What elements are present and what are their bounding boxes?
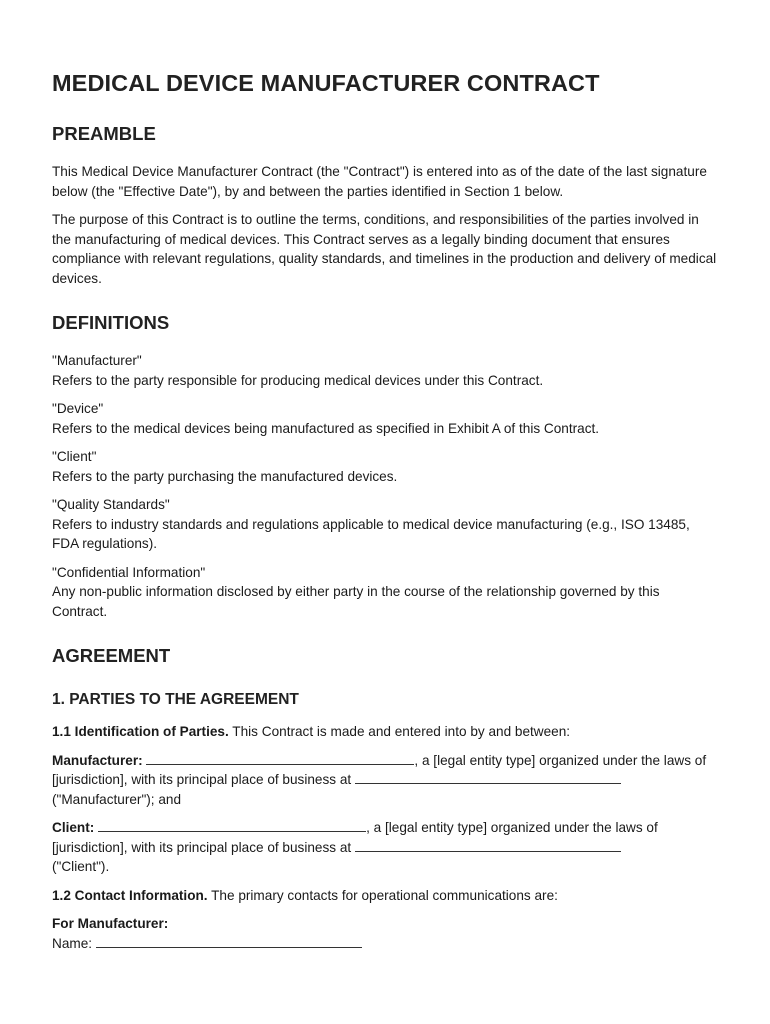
definitions-section bbox=[52, 312, 718, 621]
manufacturer-contact-name-blank[interactable] bbox=[96, 935, 362, 948]
document-title: MEDICAL DEVICE MANUFACTURER CONTRACT bbox=[52, 70, 600, 96]
definition-text: Any non-public information disclosed by either party in the course of the relationship governed by this Contract. bbox=[52, 584, 660, 619]
definition-text: Refers to the medical devices being manufactured as specified in Exhibit A of this Contract. bbox=[52, 420, 600, 436]
for-manufacturer-label: For Manufacturer: bbox=[52, 916, 169, 931]
clause-1-2-text: The primary contacts for operational communications are: bbox=[207, 887, 558, 903]
definition-term: "Device" bbox=[52, 401, 104, 416]
name-label: Name: bbox=[52, 935, 93, 951]
manufacturer-contact bbox=[52, 914, 718, 953]
manufacturer-party bbox=[52, 751, 718, 810]
definitions-heading: DEFINITIONS bbox=[52, 312, 170, 333]
agreement-section bbox=[52, 645, 718, 953]
client-address-blank[interactable] bbox=[355, 839, 621, 852]
definition-term: "Manufacturer" bbox=[52, 353, 142, 368]
manufacturer-address-blank[interactable] bbox=[355, 771, 621, 784]
definition-text: Refers to the party responsible for producing medical devices under this Contract. bbox=[52, 372, 544, 388]
manufacturer-label: Manufacturer: bbox=[52, 752, 143, 768]
definition-item bbox=[52, 495, 718, 554]
clause-1-2 bbox=[52, 886, 718, 906]
definition-term: "Quality Standards" bbox=[52, 497, 170, 512]
definition-item bbox=[52, 351, 718, 390]
manufacturer-text-1: , a [legal entity type] organized under the laws of [jurisdiction], with its principal place of business at bbox=[52, 752, 707, 787]
definition-item bbox=[52, 447, 718, 486]
definition-text: Refers to industry standards and regulations applicable to medical device manufacturing (e.g., ISO 13485, FDA regulations). bbox=[52, 516, 690, 551]
definition-text: Refers to the party purchasing the manufactured devices. bbox=[52, 468, 398, 484]
clause-1-2-label: 1.2 Contact Information. bbox=[52, 887, 208, 903]
client-text-1: , a [legal entity type] organized under the laws of [jurisdiction], with its principal place of business at bbox=[52, 820, 658, 855]
definition-item bbox=[52, 399, 718, 438]
preamble-paragraph-1: This Medical Device Manufacturer Contract (the "Contract") is entered into as of the date of the last signature below (the "Effective Date"), by and between the parties identified in Section 1 below. bbox=[52, 164, 707, 199]
definition-term: "Confidential Information" bbox=[52, 564, 206, 580]
client-text-2: ("Client"). bbox=[52, 859, 110, 874]
client-name-blank[interactable] bbox=[98, 819, 366, 832]
section-1-heading: 1. PARTIES TO THE AGREEMENT bbox=[52, 691, 299, 708]
definition-term: "Client" bbox=[52, 449, 97, 464]
preamble-paragraph-2: The purpose of this Contract is to outline the terms, conditions, and responsibilities of the parties involved in the manufacturing of medical devices. This Contract serves as a legally binding document that ensures compliance with relevant regulations, quality standards, and timelines in the production and delivery of medical devices. bbox=[52, 212, 717, 286]
clause-1-1-label: 1.1 Identification of Parties. bbox=[52, 724, 229, 739]
clause-1-1-text: This Contract is made and entered into by and between: bbox=[228, 724, 571, 739]
client-party bbox=[52, 818, 718, 877]
manufacturer-name-blank[interactable] bbox=[146, 752, 414, 765]
preamble-section bbox=[52, 123, 718, 288]
clause-1-1 bbox=[52, 722, 718, 742]
definition-item bbox=[52, 563, 718, 622]
agreement-heading: AGREEMENT bbox=[52, 645, 171, 666]
client-label: Client: bbox=[52, 820, 95, 835]
manufacturer-text-2: ("Manufacturer"); and bbox=[52, 791, 182, 807]
preamble-heading: PREAMBLE bbox=[52, 123, 156, 144]
